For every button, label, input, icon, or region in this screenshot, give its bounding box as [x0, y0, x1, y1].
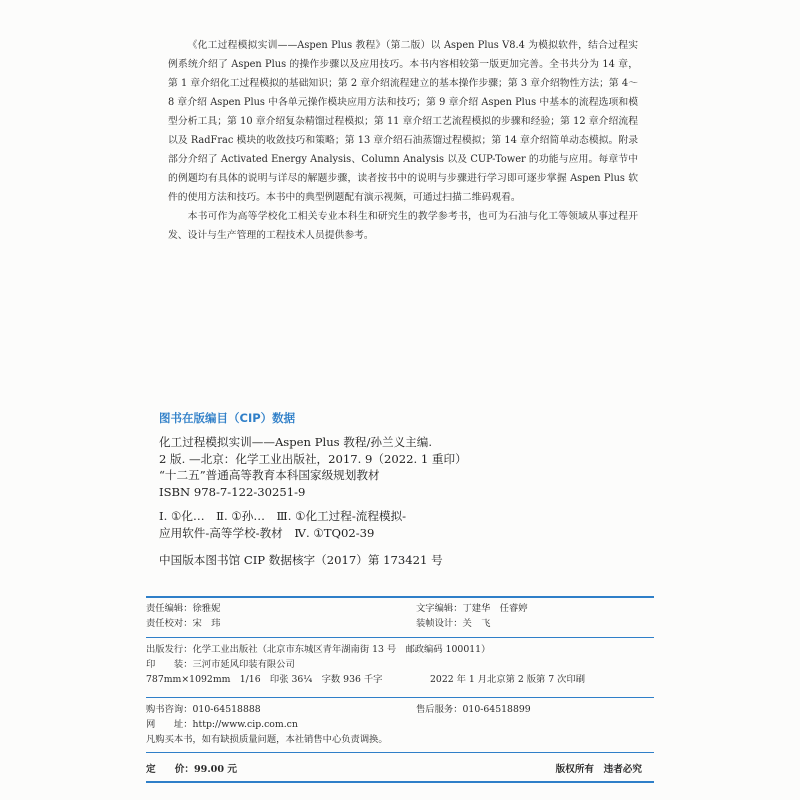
- printing-edition: 2022 年 1 月北京第 2 版第 7 次印刷: [430, 674, 586, 685]
- replacement-notice: 凡购买本书，如有缺损质量问题，本社销售中心负责调换。: [146, 734, 388, 745]
- cip-heading: 图书在版编目（CIP）数据: [159, 411, 296, 425]
- printer-info: 印 装：三河市延风印装有限公司: [146, 659, 295, 670]
- cip-title-line: 化工过程模拟实训——Aspen Plus 教程/孙兰义主编.: [159, 435, 433, 449]
- cip-classification-line-2: 应用软件-高等学校-教材 Ⅳ. ①TQ02-39: [159, 525, 375, 540]
- aftersales-phone: 售后服务：010-64518899: [416, 704, 531, 715]
- publisher-info: 出版发行：化学工业出版社（北京市东城区青年湖南街 13 号 邮政编码 100011）: [146, 644, 491, 655]
- contact-details: [146, 702, 654, 747]
- copyright-notice: 版权所有 违者必究: [555, 764, 642, 775]
- format-specs: 787mm×1092mm 1/16 印张 36¼ 字数 936 千字: [146, 674, 383, 685]
- intro-paragraph-2: 本书可作为高等学校化工相关专业本科生和研究生的教学参考书，也可为石油与化工等领域从事过程开发、设计与生产管理的工程技术人员提供参考。: [168, 211, 638, 241]
- book-introduction: [168, 36, 638, 245]
- intro-paragraph-1: 《化工过程模拟实训——Aspen Plus 教程》（第二版）以 Aspen Plus V8.4 为模拟软件，结合过程实例系统介绍了 Aspen Plus 的操作步骤以及应用技巧。本书内容相较第一版更加完善。全书共分为 14 章，第 1 章介绍化工过程模拟的基础知识；第 2 章介绍流程建立的基本操作步骤；第 3 章介绍物性方法；第 4～8 章介绍 Aspen Plus 中各单元操作模块应用方法和技巧；第 9 章介绍 Aspen Plus 中基本的流程选项和模型分析工具；第 10 章介绍复杂精馏过程模拟；第 11 章介绍工艺流程模拟的步骤和经验；第 12 章介绍流程以及 RadFrac 模块的收敛技巧和策略；第 13 章介绍石油蒸馏过程模拟；第 14 章介绍简单动态模拟。附录部分介绍了 Activated Energy Analysis、Column Analysis 以及 CUP-Tower 的功能与应用。每章节中的例题均有具体的说明与详尽的解题步骤，读者按书中的说明与步骤进行学习即可逐步掌握 Aspen Plus 软件的使用方法和技巧。本书中的典型例题配有演示视频，可通过扫描二维码观看。: [168, 40, 638, 203]
- divider-staff: [146, 637, 654, 638]
- website: 网 址：http://www.cip.com.cn: [146, 719, 298, 730]
- divider-bottom: [146, 781, 654, 783]
- publication-details: [146, 642, 654, 687]
- cover-designer: 装帧设计：关 飞: [416, 618, 491, 629]
- price-row: [146, 761, 654, 777]
- purchase-phone: 购书咨询：010-64518888: [146, 704, 261, 715]
- divider-publication: [146, 697, 654, 698]
- cip-isbn-line: ISBN 978-7-122-30251-9: [159, 484, 306, 499]
- cip-edition-line: 2 版. —北京：化学工业出版社，2017. 9（2022. 1 重印）: [159, 451, 467, 466]
- divider-price: [146, 752, 654, 753]
- text-editors: 文字编辑：丁建华 任睿婷: [416, 603, 528, 614]
- cip-number: 中国版本图书馆 CIP 数据核字（2017）第 173421 号: [159, 553, 443, 567]
- cip-series-line: “十二五”普通高等教育本科国家级规划教材: [159, 468, 380, 482]
- price: 定 价：99.00 元: [146, 764, 237, 775]
- divider-top: [146, 596, 654, 598]
- staff-credits: [146, 601, 654, 631]
- responsible-editor: 责任编辑：徐雅妮: [146, 603, 221, 614]
- proofreader: 责任校对：宋 玮: [146, 618, 221, 629]
- cip-classification-line-1: Ⅰ. ①化… Ⅱ. ①孙… Ⅲ. ①化工过程-流程模拟-: [159, 509, 407, 523]
- cip-record: [159, 434, 629, 569]
